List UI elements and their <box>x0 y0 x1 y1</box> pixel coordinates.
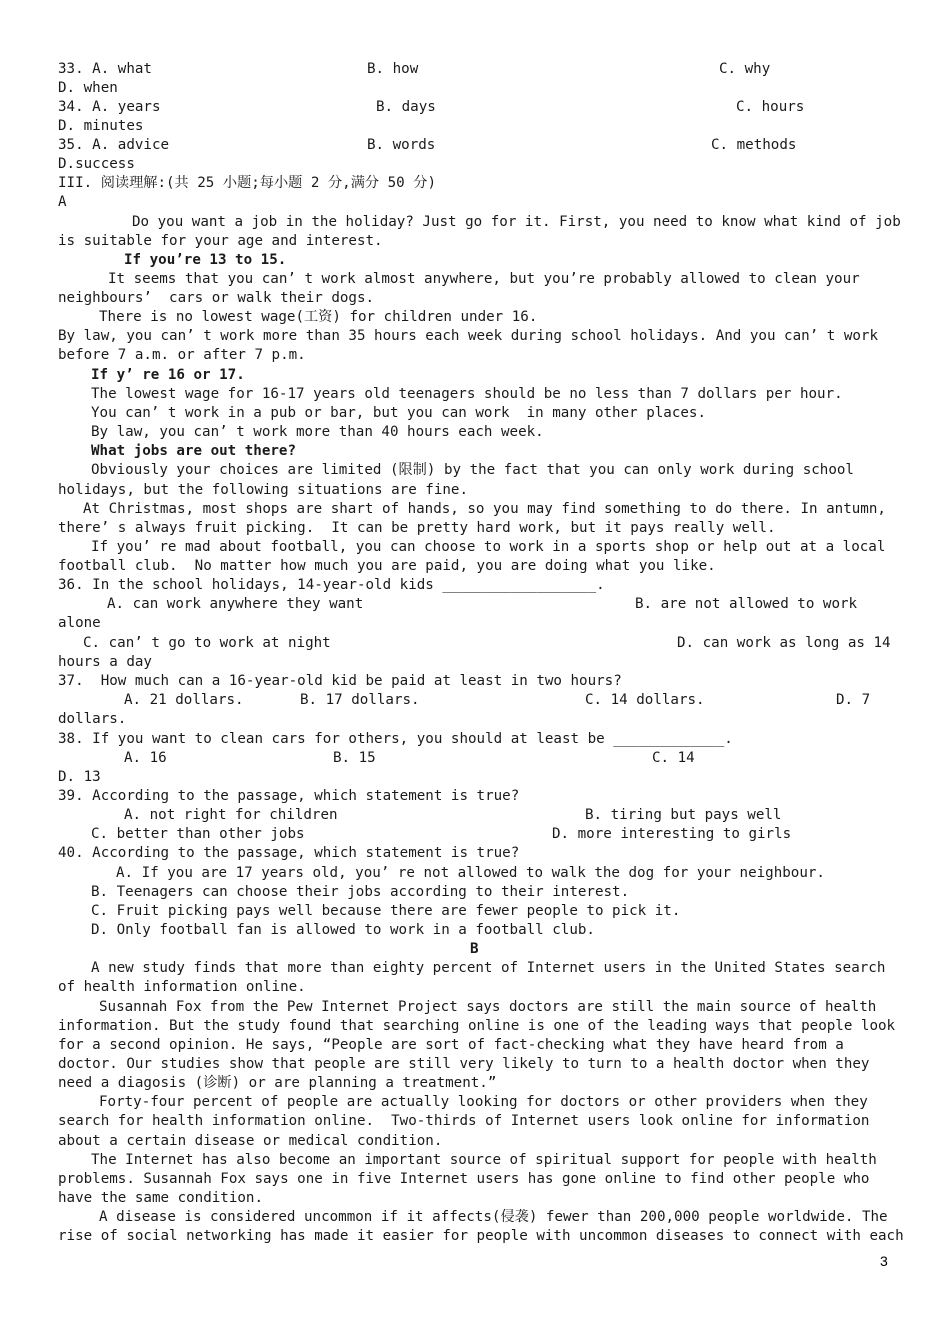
question-40-option-c: C. Fruit picking pays well because there are fewer people to pick it. <box>91 903 681 919</box>
option-b: B. tiring but pays well <box>585 807 782 823</box>
subheading: What jobs are out there? <box>91 443 296 459</box>
paragraph-line: Do you want a job in the holiday? Just go for it. First, you need to know what kind of job <box>132 214 901 230</box>
paragraph-line: need a diagosis (诊断) or are planning a treatment.” <box>58 1075 497 1091</box>
option-a: 33. A. what <box>58 61 152 77</box>
passage-a-label: A <box>58 194 67 210</box>
option-b: B. how <box>367 61 419 77</box>
option-d: D. 13 <box>58 769 101 785</box>
paragraph-line: Susannah Fox from the Pew Internet Project says doctors are still the main source of health <box>99 999 877 1015</box>
option-d: D. when <box>58 80 118 96</box>
question-39: 39. According to the passage, which statement is true? <box>58 788 520 804</box>
paragraph-line: about a certain disease or medical condition. <box>58 1133 443 1149</box>
paragraph-line: there’ s always fruit picking. It can be pretty hard work, but it pays really well. <box>58 520 776 536</box>
question-36-options: hours a day <box>58 654 152 670</box>
option-b: B. days <box>376 99 436 115</box>
paragraph-line: football club. No matter how much you are paid, you are doing what you like. <box>58 558 716 574</box>
paragraph-line: for a second opinion. He says, “People are sort of fact-checking what they have heard from a <box>58 1037 844 1053</box>
option-d: D. 7 <box>836 692 871 708</box>
question-38-options <box>0 749 950 768</box>
paragraph-line: Forty-four percent of people are actually looking for doctors or other providers when they <box>99 1094 868 1110</box>
question-40-option-d: D. Only football fan is allowed to work in a football club. <box>91 922 595 938</box>
option-b: B. words <box>367 137 436 153</box>
question-37-options: dollars. <box>58 711 127 727</box>
question-37-options <box>0 691 950 710</box>
page-number: 3 <box>880 1253 888 1269</box>
paragraph-line: have the same condition. <box>58 1190 263 1206</box>
paragraph-line: A disease is considered uncommon if it affects(侵袭) fewer than 200,000 people worldwide. The <box>99 1209 888 1225</box>
paragraph-line: By law, you can’ t work more than 35 hours each week during school holidays. And you can’ t work <box>58 328 878 344</box>
option-row-35 <box>0 136 950 155</box>
option-row-33-d <box>0 79 950 98</box>
question-36-options <box>0 634 950 653</box>
paragraph-line: The lowest wage for 16-17 years old teenagers should be no less than 7 dollars per hour. <box>91 386 843 402</box>
question-40-option-a: A. If you are 17 years old, you’ re not allowed to walk the dog for your neighbour. <box>116 865 825 881</box>
passage-b-label: B <box>470 941 479 957</box>
option-c: C. can’ t go to work at night <box>83 635 331 651</box>
option-c: C. why <box>719 61 771 77</box>
question-40-option-b: B. Teenagers can choose their jobs according to their interest. <box>91 884 630 900</box>
option-a: 34. A. years <box>58 99 161 115</box>
question-39-options <box>0 806 950 825</box>
paragraph-line: There is no lowest wage(工资) for children under 16. <box>99 309 538 325</box>
question-40: 40. According to the passage, which statement is true? <box>58 845 520 861</box>
paragraph-line: before 7 a.m. or after 7 p.m. <box>58 347 306 363</box>
question-36: 36. In the school holidays, 14-year-old kids __________________. <box>58 577 605 593</box>
paragraph-line: of health information online. <box>58 979 306 995</box>
paragraph-line: If you’ re mad about football, you can choose to work in a sports shop or help out at a local <box>91 539 886 555</box>
option-a: 35. A. advice <box>58 137 170 153</box>
paragraph-line: neighbours’ cars or walk their dogs. <box>58 290 375 306</box>
option-d: D. more interesting to girls <box>552 826 792 842</box>
option-c: C. better than other jobs <box>91 826 305 842</box>
option-c: C. hours <box>736 99 805 115</box>
option-b: B. are not allowed to work <box>635 596 858 612</box>
paragraph-line: holidays, but the following situations are fine. <box>58 482 468 498</box>
paragraph-line: You can’ t work in a pub or bar, but you can work in many other places. <box>91 405 706 421</box>
subheading: If you’re 13 to 15. <box>124 252 287 268</box>
option-row-34 <box>0 98 950 117</box>
paragraph-line: A new study finds that more than eighty percent of Internet users in the United States search <box>91 960 886 976</box>
subheading: If y’ re 16 or 17. <box>91 367 245 383</box>
paragraph-line: information. But the study found that searching online is one of the leading ways that people look <box>58 1018 896 1034</box>
option-a: A. not right for children <box>124 807 338 823</box>
option-d: D.success <box>58 156 135 172</box>
section-heading: III. 阅读理解:(共 25 小题;每小题 2 分,满分 50 分) <box>58 175 436 191</box>
option-row-34-d <box>0 117 950 136</box>
option-b: B. 15 <box>333 750 376 766</box>
paragraph-line: Obviously your choices are limited (限制) by the fact that you can only work during school <box>91 462 854 478</box>
question-36-options: alone <box>58 615 101 631</box>
option-c: C. 14 <box>652 750 695 766</box>
question-37: 37. How much can a 16-year-old kid be paid at least in two hours? <box>58 673 622 689</box>
option-a: A. 16 <box>124 750 167 766</box>
paragraph-line: At Christmas, most shops are shart of hands, so you may find something to do there. In antumn, <box>83 501 886 517</box>
paragraph-line: problems. Susannah Fox says one in five Internet users has gone online to find other people who <box>58 1171 870 1187</box>
paragraph-line: The Internet has also become an important source of spiritual support for people with health <box>91 1152 877 1168</box>
paragraph-line: is suitable for your age and interest. <box>58 233 383 249</box>
question-36-options <box>0 595 950 614</box>
paragraph-line: It seems that you can’ t work almost anywhere, but you’re probably allowed to clean your <box>108 271 860 287</box>
question-39-options <box>0 825 950 844</box>
option-b: B. 17 dollars. <box>300 692 420 708</box>
option-c: C. 14 dollars. <box>585 692 705 708</box>
question-38: 38. If you want to clean cars for others, you should at least be _____________. <box>58 731 733 747</box>
option-d: D. can work as long as 14 <box>677 635 891 651</box>
option-a: A. can work anywhere they want <box>107 596 364 612</box>
option-row-35-d <box>0 155 950 174</box>
option-c: C. methods <box>711 137 797 153</box>
option-d: D. minutes <box>58 118 144 134</box>
paragraph-line: By law, you can’ t work more than 40 hours each week. <box>91 424 544 440</box>
question-38-options <box>0 768 950 787</box>
paragraph-line: rise of social networking has made it easier for people with uncommon diseases to connect with each <box>58 1228 904 1244</box>
paragraph-line: doctor. Our studies show that people are still very likely to turn to a health doctor when they <box>58 1056 870 1072</box>
option-a: A. 21 dollars. <box>124 692 244 708</box>
paragraph-line: search for health information online. Two-thirds of Internet users look online for information <box>58 1113 870 1129</box>
option-row-33 <box>0 60 950 79</box>
